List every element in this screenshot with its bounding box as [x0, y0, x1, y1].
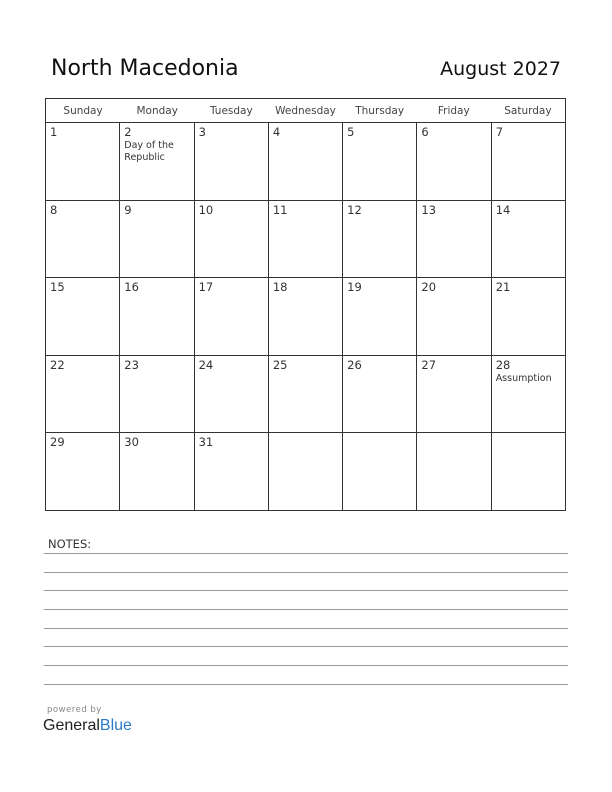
day-number: 5 [347, 125, 355, 139]
week-row [46, 433, 565, 511]
day-number: 26 [347, 357, 362, 372]
note-line [44, 665, 568, 666]
day-cell [343, 123, 417, 200]
brand-general-text: General [43, 717, 100, 734]
calendar-grid [45, 98, 566, 511]
day-cell [195, 433, 269, 511]
day-cell [417, 201, 491, 278]
day-number: 16 [124, 280, 139, 294]
day-number: 13 [421, 202, 437, 217]
day-number: 30 [124, 435, 139, 449]
day-cell [195, 123, 269, 200]
day-cell [195, 278, 269, 355]
day-number: 18 [272, 280, 288, 294]
day-cell [195, 356, 269, 433]
day-number: 25 [272, 357, 288, 372]
day-cell [417, 433, 491, 511]
weekday-friday: Friday [437, 105, 470, 117]
day-number: 31 [198, 435, 214, 449]
week-row [46, 123, 565, 201]
day-cell [343, 433, 417, 511]
day-number: 10 [198, 202, 214, 217]
day-number: 21 [495, 280, 511, 294]
weekday-sunday: Sunday [63, 105, 103, 117]
month-year-title: August 2027 [440, 58, 561, 80]
day-number: 23 [124, 357, 139, 372]
week-row [46, 356, 565, 434]
weekday-wednesday: Wednesday [275, 105, 336, 117]
day-cell [269, 201, 343, 278]
day-cell [417, 278, 491, 355]
day-number: 20 [421, 280, 437, 294]
weekday-monday: Monday [136, 105, 178, 117]
day-number: 4 [272, 125, 281, 139]
holiday-label: Assumption [495, 372, 552, 384]
day-cell [417, 123, 491, 200]
day-cell [46, 356, 120, 433]
day-cell [492, 433, 565, 511]
day-cell [46, 278, 120, 355]
day-number: 2 [124, 125, 132, 139]
brand-blue-text: Blue [99, 717, 132, 734]
day-number: 28 [495, 357, 511, 372]
note-line [44, 590, 568, 591]
day-cell [120, 201, 194, 278]
day-cell [269, 356, 343, 433]
day-cell [492, 123, 565, 200]
note-line [44, 646, 568, 647]
week-row [46, 278, 565, 356]
day-cell [195, 201, 269, 278]
day-number: 3 [198, 125, 206, 139]
weekday-saturday: Saturday [504, 105, 552, 117]
day-cell [46, 201, 120, 278]
day-cell [46, 433, 120, 511]
day-number: 19 [347, 280, 362, 294]
generalblue-logo[interactable] [43, 717, 132, 735]
day-number: 12 [347, 202, 362, 217]
day-cell [492, 201, 565, 278]
day-number: 11 [272, 202, 288, 217]
day-number: 6 [421, 125, 429, 139]
note-line [44, 572, 568, 573]
day-cell [46, 123, 120, 200]
notes-label: NOTES: [48, 537, 92, 551]
day-cell [492, 356, 565, 433]
day-number: 1 [50, 125, 58, 139]
day-cell [120, 356, 194, 433]
day-number: 29 [50, 435, 65, 449]
day-cell [417, 356, 491, 433]
day-cell [269, 123, 343, 200]
note-line [44, 609, 568, 610]
day-number: 9 [124, 202, 132, 217]
weekday-thursday: Thursday [355, 105, 405, 117]
week-row [46, 201, 565, 279]
day-number: 24 [198, 357, 214, 372]
note-line [44, 628, 568, 629]
day-cell [269, 433, 343, 511]
day-cell [120, 433, 194, 511]
note-line [44, 553, 568, 554]
day-number: 22 [50, 357, 65, 372]
note-line [44, 684, 568, 685]
day-number: 27 [421, 357, 437, 372]
day-cell [120, 278, 194, 355]
holiday-label: Day of the Republic [124, 140, 174, 163]
day-cell [492, 278, 565, 355]
day-cell [343, 278, 417, 355]
weekday-tuesday: Tuesday [209, 105, 253, 117]
day-number: 7 [495, 125, 504, 139]
day-number: 15 [50, 280, 65, 294]
day-number: 8 [50, 202, 58, 217]
day-cell [343, 201, 417, 278]
day-number: 14 [495, 202, 511, 217]
weeks-container [46, 123, 565, 511]
day-number: 17 [198, 280, 214, 294]
country-title: North Macedonia [51, 56, 239, 81]
day-cell [269, 278, 343, 355]
day-cell [120, 123, 194, 200]
powered-by-text: powered by [47, 705, 102, 715]
weekday-header-row [46, 99, 565, 123]
day-cell [343, 356, 417, 433]
